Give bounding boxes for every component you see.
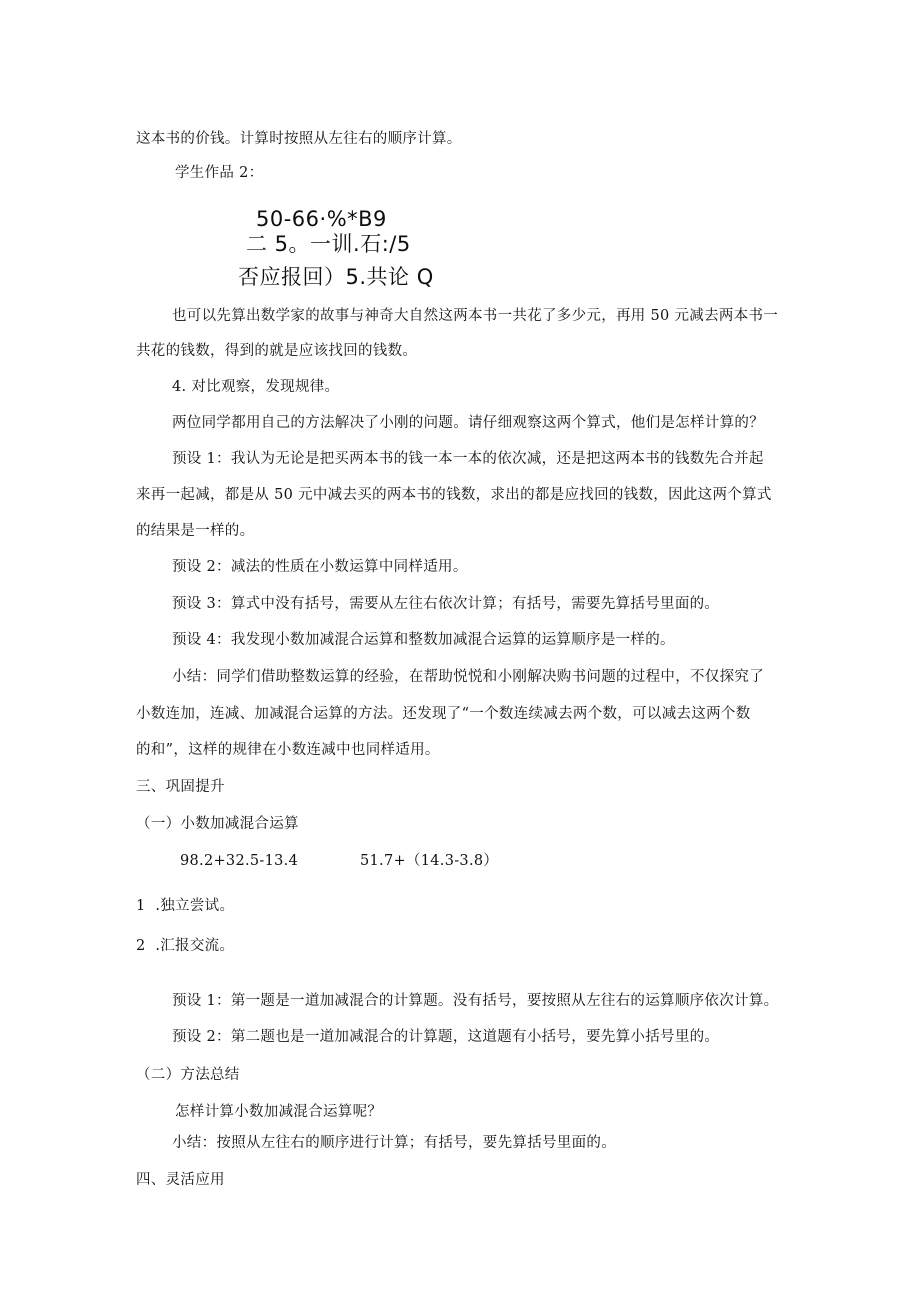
paragraph-line: 共花的钱数，得到的就是应该找回的钱数。 [136, 343, 418, 359]
step-heading: 4. 对比观察，发现规律。 [172, 379, 340, 395]
paragraph-line: 的和”，这样的规律在小数连减中也同样适用。 [136, 742, 440, 758]
paragraph-line: 也可以先算出数学家的故事与神奇大自然这两本书一共花了多少元，再用 50 元减去两本书一 [172, 308, 779, 324]
section-heading: 三、巩固提升 [136, 779, 225, 795]
paragraph-line: 这本书的价钱。计算时按照从左往右的顺序计算。 [136, 131, 462, 147]
paragraph-line: 小结：按照从左往右的顺序进行计算；有括号，要先算括号里面的。 [172, 1135, 616, 1151]
paragraph-line: 小结：同学们借助整数运算的经验，在帮助悦悦和小刚解决购书问题的过程中，不仅探究了 [172, 669, 764, 685]
paragraph-line: 怎样计算小数加减混合运算呢？ [175, 1104, 383, 1120]
list-item: 2 .汇报交流。 [136, 938, 235, 954]
paragraph-line: 预设 1：第一题是一道加减混合的计算题。没有括号，要按照从左往右的运算顺序依次计算。 [172, 993, 779, 1009]
paragraph-line: 的结果是一样的。 [136, 523, 255, 539]
paragraph-line: 预设 2：减法的性质在小数运算中同样适用。 [172, 559, 468, 575]
exercise-expression-2: 51.7+（14.3-3.8） [360, 853, 499, 869]
student-work-label: 学生作品 2： [175, 165, 264, 181]
student-work-equation-3: 否应报回）5.共论 Q [238, 265, 434, 289]
subsection-heading: （一）小数加减混合运算 [136, 816, 299, 832]
exercise-expression-1: 98.2+32.5-13.4 [180, 853, 299, 869]
paragraph-line: 预设 1：我认为无论是把买两本书的钱一本一本的依次减，还是把这两本书的钱数先合并起 [172, 451, 764, 467]
paragraph-line: 两位同学都用自己的方法解决了小刚的问题。请仔细观察这两个算式，他们是怎样计算的？ [172, 415, 764, 431]
section-heading: 四、灵活应用 [136, 1172, 225, 1188]
paragraph-line: 小数连加，连减、加减混合运算的方法。还发现了“一个数连续减去两个数，可以减去这两个数 [136, 706, 751, 722]
student-work-equation-2: 二 5。一训.石:/5 [246, 232, 411, 256]
paragraph-line: 预设 4：我发现小数加减混合运算和整数加减混合运算的运算顺序是一样的。 [172, 632, 675, 648]
subsection-heading: （二）方法总结 [136, 1067, 240, 1083]
paragraph-line: 来再一起减，都是从 50 元中减去买的两本书的钱数，求出的都是应找回的钱数，因此这两个算式 [136, 487, 772, 503]
list-item: 1 .独立尝试。 [136, 898, 235, 914]
paragraph-line: 预设 2：第二题也是一道加减混合的计算题，这道题有小括号，要先算小括号里的。 [172, 1029, 720, 1045]
student-work-equation-1: 50-66·%*B9 [256, 207, 387, 231]
paragraph-line: 预设 3：算式中没有括号，需要从左往右依次计算；有括号，需要先算括号里面的。 [172, 596, 720, 612]
